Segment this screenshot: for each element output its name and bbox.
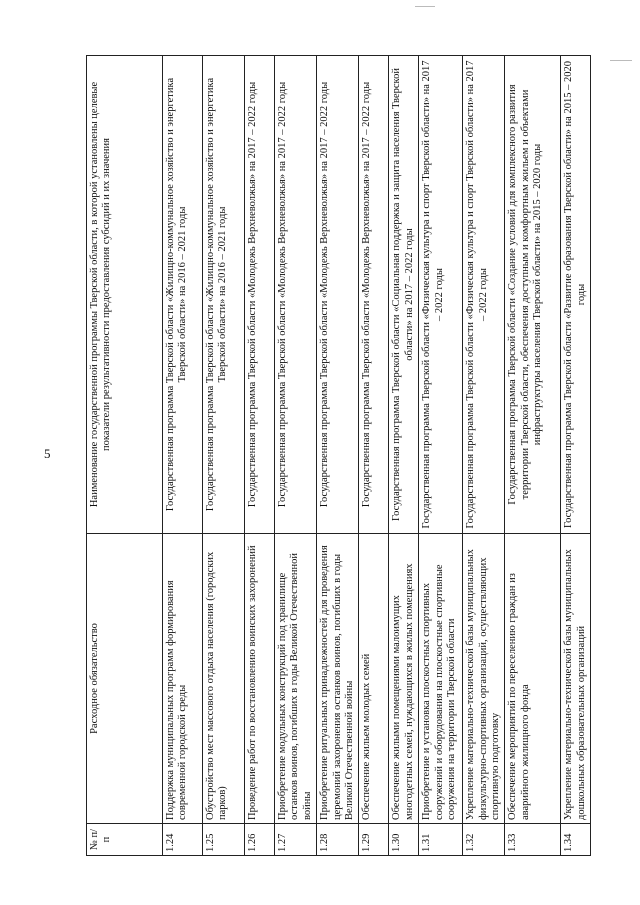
row-program-cell: Государственная программа Тверской области «Молодежь Верхневолжья» на 2017 – 2022 годы <box>275 56 317 534</box>
row-obligation-cell: Приобретение ритуальных принадлежностей для проведения церемоний захоронения останков воинов, погибших в годы Великой Отечественной войны <box>317 534 359 824</box>
table-row <box>203 56 245 856</box>
table-row <box>505 56 561 856</box>
row-program-cell: Государственная программа Тверской области «Молодежь Верхневолжья» на 2017 – 2022 годы <box>317 56 359 534</box>
table-header-row <box>87 56 163 856</box>
row-number-cell: 1.24 <box>163 824 203 856</box>
row-obligation-cell: Обеспечение мероприятий по переселению граждан из аварийного жилищного фонда <box>505 534 561 824</box>
row-number-cell: 1.34 <box>561 824 591 856</box>
table-row <box>419 56 463 856</box>
table-row <box>317 56 359 856</box>
row-program-cell: Государственная программа Тверской области «Создание условий для комплексного развития территории Тверской области, обеспечения доступным и комфортным жильем и объектами инфраструктуры населения Тверской области» на 2015 – 2020 годы <box>505 56 561 534</box>
row-program-cell: Государственная программа Тверской области «Жилищно-коммунальное хозяйство и энергетика Тверской области» на 2016 – 2021 годы <box>163 56 203 534</box>
row-obligation-cell: Обустройство мест массового отдыха населения (городских парков) <box>203 534 245 824</box>
row-obligation-cell: Приобретение и установка плоскостных спортивных сооружений и оборудования на плоскостные спортивные сооружения на территории Тверской области <box>419 534 463 824</box>
row-obligation-cell: Проведение работ по восстановлению воинских захоронений <box>245 534 275 824</box>
row-obligation-cell: Обеспечение жилыми помещениями малоимущих многодетных семей, нуждающихся в жилых помещениях <box>389 534 419 824</box>
table-row <box>275 56 317 856</box>
scan-artifact <box>415 6 435 7</box>
table-row <box>245 56 275 856</box>
row-obligation-cell: Поддержка муниципальных программ формирования современной городской среды <box>163 534 203 824</box>
row-program-cell: Государственная программа Тверской области «Физическая культура и спорт Тверской области» на 2017 – 2022 годы <box>419 56 463 534</box>
table-row <box>389 56 419 856</box>
page-number: 5 <box>44 446 51 461</box>
row-number-cell: 1.33 <box>505 824 561 856</box>
row-program-cell: Государственная программа Тверской области «Жилищно-коммунальное хозяйство и энергетика Тверской области» на 2016 – 2021 годы <box>203 56 245 534</box>
scan-artifact <box>610 60 632 61</box>
row-program-cell: Государственная программа Тверской области «Физическая культура и спорт Тверской области» на 2017 – 2022 годы <box>463 56 505 534</box>
row-number-cell: 1.32 <box>463 824 505 856</box>
row-number-cell: 1.27 <box>275 824 317 856</box>
row-obligation-cell: Приобретение модульных конструкций под хранилище останков воинов, погибших в годы Великой Отечественной войны <box>275 534 317 824</box>
header-obligation: Расходное обязательство <box>87 534 163 824</box>
row-number-cell: 1.30 <box>389 824 419 856</box>
obligations-table <box>86 55 591 856</box>
table-row <box>359 56 389 856</box>
table-row <box>463 56 505 856</box>
row-number-cell: 1.25 <box>203 824 245 856</box>
table-row <box>163 56 203 856</box>
row-number-cell: 1.26 <box>245 824 275 856</box>
header-num: № п/п <box>87 824 163 856</box>
row-number-cell: 1.29 <box>359 824 389 856</box>
table-body <box>163 56 591 856</box>
row-program-cell: Государственная программа Тверской области «Молодежь Верхневолжья» на 2017 – 2022 годы <box>359 56 389 534</box>
row-program-cell: Государственная программа Тверской области «Молодежь Верхневолжья» на 2017 – 2022 годы <box>245 56 275 534</box>
row-number-cell: 1.28 <box>317 824 359 856</box>
row-program-cell: Государственная программа Тверской области «Социальная поддержка и защита населения Тверской области» на 2017 – 2022 годы <box>389 56 419 534</box>
row-number-cell: 1.31 <box>419 824 463 856</box>
row-program-cell: Государственная программа Тверской области «Развитие образования Тверской области» на 2015 – 2020 годы <box>561 56 591 534</box>
row-obligation-cell: Обеспечение жильем молодых семей <box>359 534 389 824</box>
table-row <box>561 56 591 856</box>
rotated-table-container <box>86 56 587 856</box>
header-program: Наименование государственной программы Тверской области, в которой установлены целевые показатели результативности предоставления субсидий и их значения <box>87 56 163 534</box>
row-obligation-cell: Укрепление материально-технической базы муниципальных физкультурно-спортивных организаций, осуществляющих спортивную подготовку <box>463 534 505 824</box>
row-obligation-cell: Укрепление материально-технической базы муниципальных дошкольных образовательных организаций <box>561 534 591 824</box>
